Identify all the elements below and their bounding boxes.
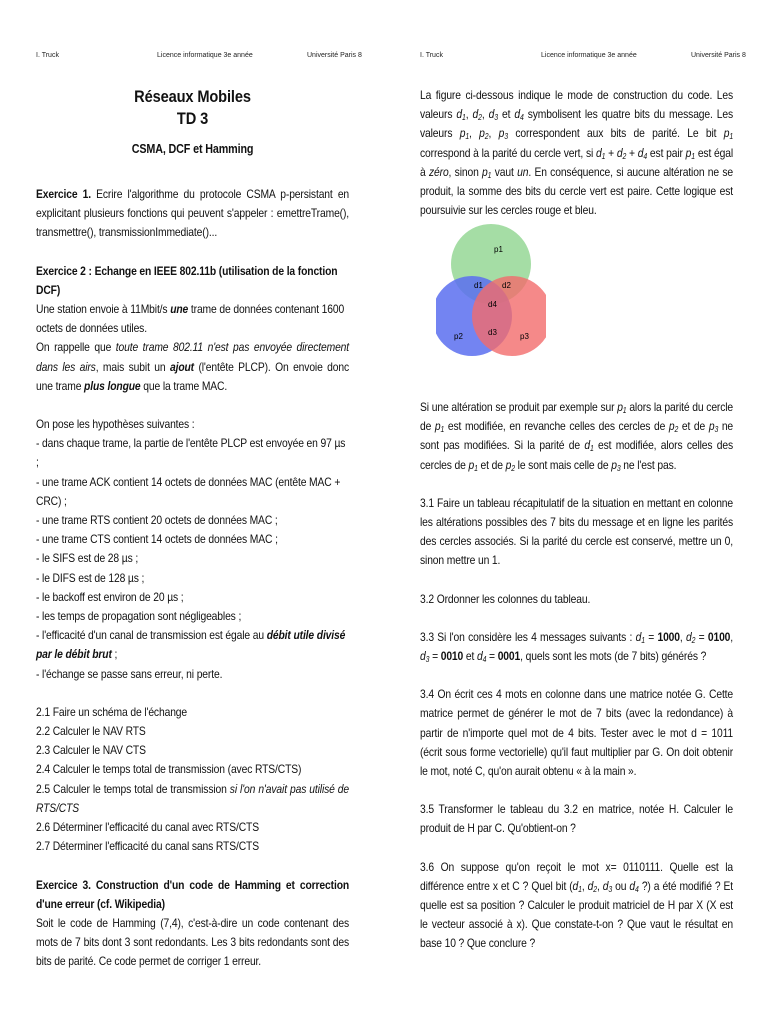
hypothesis-item: - le DIFS est de 128 µs ; [36,570,145,585]
question-3-5: 3.5 Transformer le tableau du 3.2 en matrice, notée H. Calculer le produit de H par C. Qu'obtient-on ? [420,802,734,836]
question-2-2: 2.2 Calculer le NAV RTS [36,724,146,739]
venn-label-p2: p2 [454,332,463,341]
venn-label-p3: p3 [520,332,529,341]
hypothesis-item: - une trame RTS contient 20 octets de données MAC ; [36,513,278,528]
hypothesis-item: - une trame CTS contient 14 octets de données MAC ; [36,532,278,547]
doc-title: Réseaux Mobiles [134,87,251,106]
right-page [384,0,768,1024]
venn-label-d1: d1 [474,281,483,290]
hypothesis-item: - dans chaque trame, la partie de l'entête PLCP est envoyée en 97 µs ; [36,436,346,470]
header-course: Licence informatique 3e année [157,52,253,59]
right-questions [420,398,733,954]
question-2-6: 2.6 Déterminer l'efficacité du canal avec RTS/CTS [36,820,259,835]
exercise-3-heading: Exercice 3. Construction d'un code de Hamming et correction d'une erreur (cf. Wikipedia) [36,877,350,911]
alteration-paragraph: Si une altération se produit par exemple sur $p_1$ alors la parité du cercle de $p_1$ est modifiée, en revanche celles des cercles de $p_2$ et de $p_3$ ne sont pas modifiées. Si la parité de $d_1$ est modifiée, alors celles des cercles de $p_1$ et de $p_2$ le sont mais celle de $p_3$ ne l'est pas. [420,400,734,473]
question-3-3: 3.3 Si l'on considère les 4 messages suivants : $d_1 = 1000$, $d_2 = 0100$, $d_3 = 0010$ et $d_4 = 0001$, quels sont les mots (de 7 bits) générés ? [420,629,734,665]
hypothesis-item: - une trame ACK contient 14 octets de données MAC (entête MAC + CRC) ; [36,474,341,508]
left-content [36,86,349,972]
hypothesis-item: - le backoff est environ de 20 µs ; [36,589,184,604]
venn-label-p1: p1 [494,245,503,254]
right-intro [420,86,733,220]
exercise-3-body: Soit le code de Hamming (7,4), c'est-à-dire un code contenant des mots de 7 bits dont 3 sont redondants. Les 3 bits redondants sont des bits de parité. Ce code permet de corriger 1 erreur. [36,915,350,969]
header-university: Université Paris 8 [691,52,746,59]
hypothesis-efficiency: - l'efficacité d'un canal de transmission est égale au débit utile divisé par le débit brut ; [36,628,346,662]
exercise-1: Exercice 1. Ecrire l'algorithme du protocole CSMA p-persistant en explicitant plusieurs fonctions qui peuvent s'appeler : emettreTrame(), transmettre(), transmissionImmediate()... [36,187,350,240]
question-2-3: 2.3 Calculer le NAV CTS [36,743,146,758]
question-3-1: 3.1 Faire un tableau récapitulatif de la situation en mettant en colonne les altérations possibles des 7 bits du message et en ligne les parités des cercles associés. Si la parité du cercle est conservé, mettre un 0, sinon mettre un 1. [420,495,734,568]
venn-label-d3: d3 [488,328,497,337]
header-author: I. Truck [36,52,59,59]
hypothesis-item: - l'échange se passe sans erreur, ni perte. [36,666,223,681]
doc-td-number: TD 3 [176,109,209,128]
question-2-4: 2.4 Calculer le temps total de transmission (avec RTS/CTS) [36,762,302,777]
exercise-2-para-2: On rappelle que toute trame 802.11 n'est pas envoyée directement dans les airs, mais subit un ajout (l'entête PLCP). On envoie donc une trame plus longue que la trame MAC. [36,340,350,393]
question-3-2: 3.2 Ordonner les colonnes du tableau. [420,591,591,606]
venn-label-d4: d4 [488,300,497,309]
doc-subtitle: CSMA, DCF et Hamming [131,142,254,156]
question-2-5: 2.5 Calculer le temps total de transmission si l'on n'avait pas utilisé de RTS/CTS [36,781,350,815]
hypothesis-item: - les temps de propagation sont négligeables ; [36,609,242,624]
question-2-7: 2.7 Déterminer l'efficacité du canal sans RTS/CTS [36,839,259,854]
question-3-4: 3.4 On écrit ces 4 mots en colonne dans une matrice notée G. Cette matrice permet de générer le mot de 7 bits (avec la redondance) à partir de n'importe quel mot de 4 bits. Tester avec le mot d = 1011 (écrit sous forme vectorielle) qu'il faut multiplier par G. On doit obtenir le mot, noté C, qu'on aurait obtenu « à la main ». [420,687,734,779]
header-university: Université Paris 8 [307,52,362,59]
venn-label-d2: d2 [502,281,511,290]
exercise-2-para-1: Une station envoie à 11Mbit/s une trame de données contenant 1600 octets de données utiles. [36,302,345,336]
header-course: Licence informatique 3e année [541,52,637,59]
hamming-intro: La figure ci-dessous indique le mode de construction du code. Les valeurs $d_1$, $d_2$, $d_3$ et $d_4$ symbolisent les quatre bits du message. Les valeurs $p_1$, $p_2$, $p_3$ correspondent aux bits de parité. Le bit $p_1$ correspond à la parité du cercle vert, si $d_1 + d_2 + d_4$ est pair $p_1$ est égal à zéro, sinon $p_1$ vaut un. En conséquence, si aucune altération ne se produit, la somme des bits du cercle vert est paire. Cette logique est poursuivie sur les cercles rouge et bleu. [420,88,734,218]
question-3-6: 3.6 On suppose qu'on reçoit le mot x= 0110111. Quelle est la différence entre x et C ? Quel bit ($d_1$, $d_2$, $d_3$ ou $d_4$ ?) a été modifié ? Et quelle est sa position ? Calculer le produit matriciel de H par X (X est le vecteur associé à x). Que constate-t-on ? Que vaut le résultat en base 10 ? Que conclure ? [420,859,734,951]
venn-diagram [436,222,546,372]
exercise-2-heading: Exercice 2 : Echange en IEEE 802.11b (utilisation de la fonction DCF) [36,263,338,297]
hypotheses-intro: On pose les hypothèses suivantes : [36,417,195,432]
header-author: I. Truck [420,52,443,59]
question-2-1: 2.1 Faire un schéma de l'échange [36,704,188,719]
hypothesis-item: - le SIFS est de 28 µs ; [36,551,139,566]
